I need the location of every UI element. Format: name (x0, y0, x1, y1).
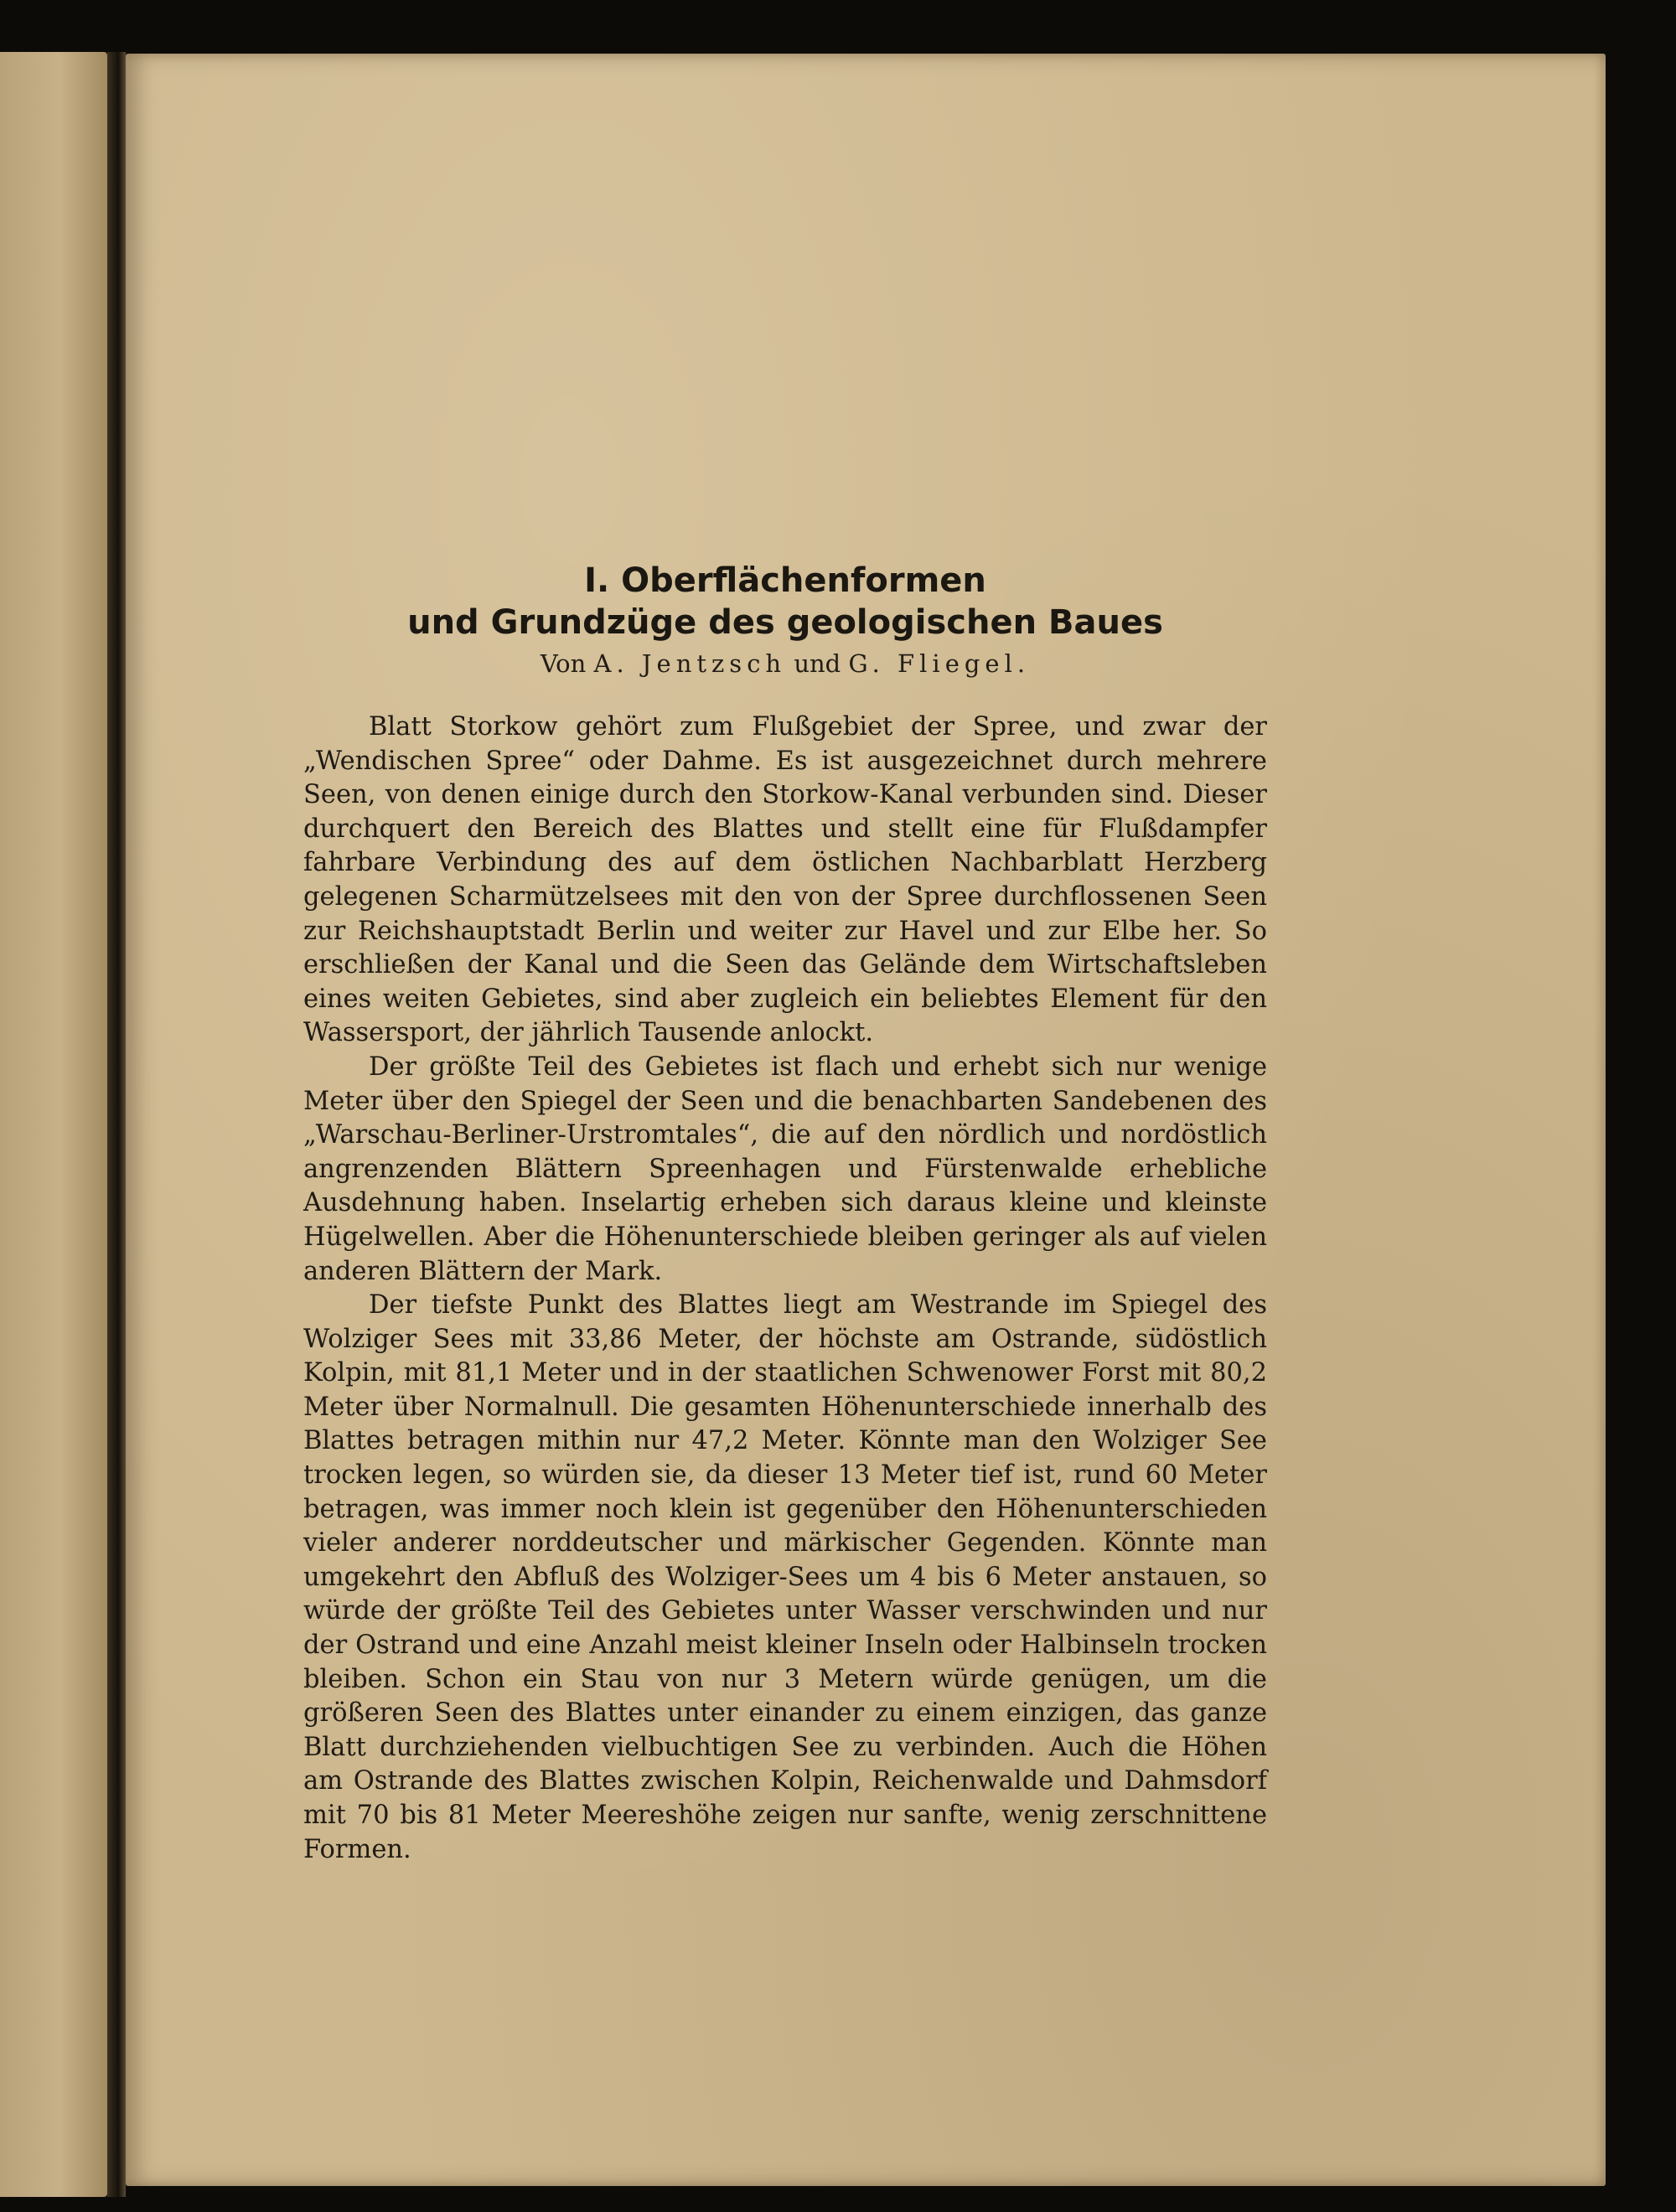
book-gutter (107, 52, 126, 2197)
paragraph-3: Der tiefste Punkt des Blattes liegt am Westrande im Spiegel des Wolziger Sees mit 33,86 Meter, der höchste am Ostrande, südöstlich Kolpin, mit 81,1 Meter und in der staatlichen Schwenower Forst mit 80,2 Meter über Normalnull. Die gesamten Höhenunterschiede innerhalb des Blattes betragen mithin nur 47,2 Meter. Könnte man den Wolziger See trocken legen, so würden sie, da dieser 13 Meter tief ist, rund 60 Meter betragen, was immer noch klein ist gegenüber den Höhenunterschieden vieler anderer norddeutscher und märkischer Gegenden. Könnte man umgekehrt den Abfluß des Wolziger-Sees um 4 bis 6 Meter anstauen, so würde der größte Teil des Gebietes unter Wasser verschwinden und nur der Ostrand und eine Anzahl meist kleiner Inseln oder Halbinseln trocken bleiben. Schon ein Stau von nur 3 Metern würde genügen, um die größeren Seen des Blattes unter einander zu einem einzigen, das ganze Blatt durchziehenden vielbuchtigen See zu verbinden. Auch die Höhen am Ostrande des Blattes zwischen Kolpin, Reichenwalde und Dahmsdorf mit 70 bis 81 Meter Meereshöhe zeigen nur sanfte, wenig zerschnittene Formen. (303, 1290, 1267, 1864)
chapter-title-line-1: I. Oberflächenformen (584, 561, 986, 600)
paragraph-2: Der größte Teil des Gebietes ist flach und erhebt sich nur wenige Meter über den Spiegel der Seen und die benachbarten Sandebenen des „Warschau-Berliner-Urstromtales“, die auf den nördlich und nordöstlich angrenzenden Blättern Spreenhagen und Fürstenwalde erhebliche Ausdehnung haben. Inselartig erheben sich daraus kleine und kleinste Hügelwellen. Aber die Höhenunterschiede bleiben geringer als auf vielen anderen Blättern der Mark. (303, 1052, 1267, 1286)
author-joiner: und (794, 649, 841, 678)
paragraph-1: Blatt Storkow gehört zum Flußgebiet der Spree, und zwar der „Wendischen Spree“ oder Dahme. Es ist ausgezeichnet durch mehrere Seen, von denen einige durch den Storkow-Kanal verbunden sind. Dieser durchquert den Bereich des Blattes und stellt eine für Flußdampfer fahrbare Verbindung des auf dem östlichen Nachbarblatt Herzberg gelegenen Scharmützelsees mit den von der Spree durchflossenen Seen zur Reichshauptstadt Berlin und weiter zur Havel und zur Elbe her. So erschließen der Kanal und die Seen das Gelände dem Wirtschaftsleben eines weiten Gebietes, sind aber zugleich ein beliebtes Element für den Wassersport, der jährlich Tausende anlockt. (303, 712, 1267, 1048)
author-line (303, 647, 1267, 680)
scan-background (1606, 54, 1676, 2186)
chapter-title (303, 560, 1267, 643)
page-content (303, 560, 1267, 1867)
author-jentzsch: A. Jentzsch (593, 649, 787, 678)
left-page-edge (0, 52, 107, 2197)
author-fliegel: G. Fliegel. (848, 649, 1031, 678)
chapter-title-line-2: und Grundzüge des geologischen Baues (407, 603, 1163, 642)
author-prefix: Von (540, 649, 587, 678)
